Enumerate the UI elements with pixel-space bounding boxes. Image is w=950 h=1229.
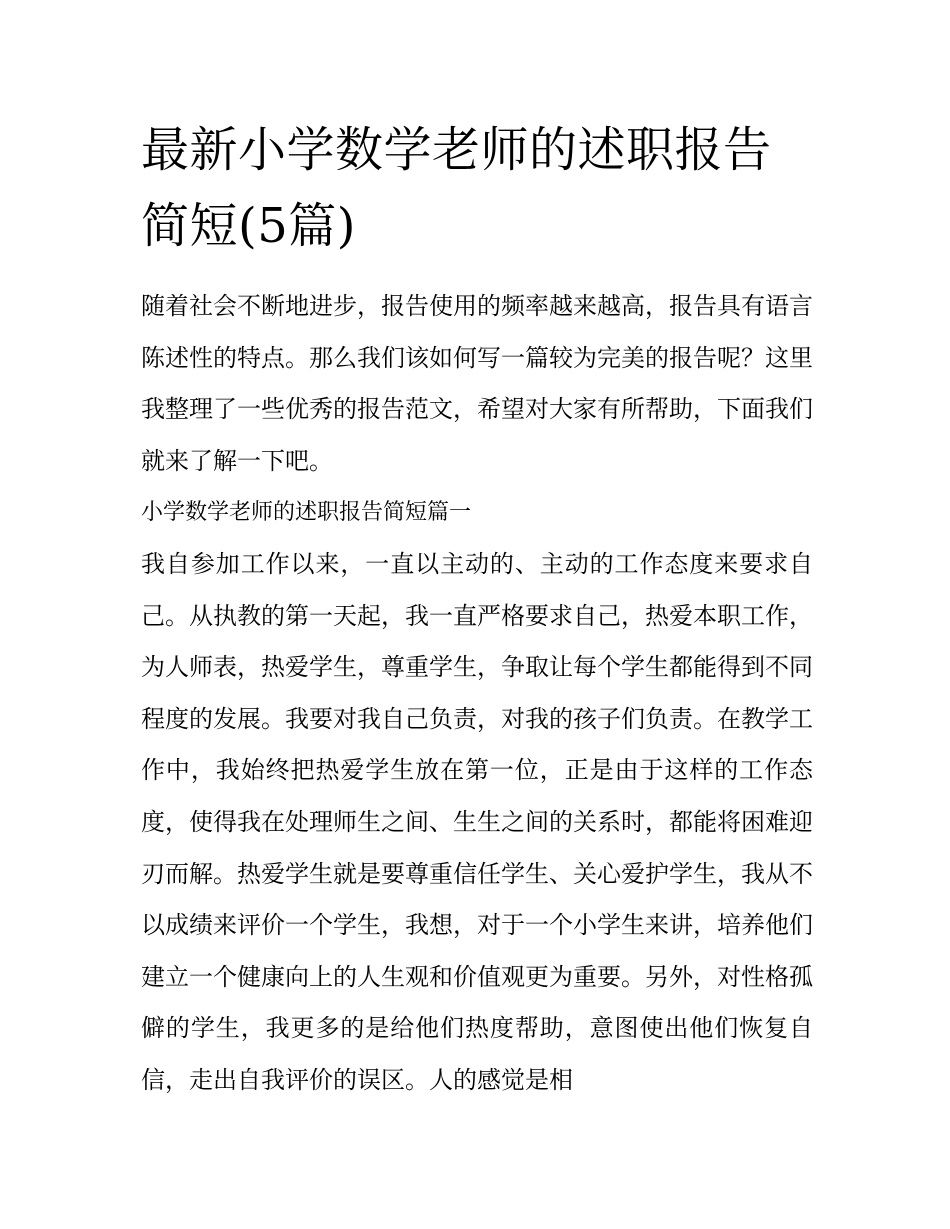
document-content	[141, 112, 813, 1107]
body-paragraph: 我自参加工作以来，一直以主动的、主动的工作态度来要求自己。从执教的第一天起，我一直严格要求自己，热爱本职工作，为人师表，热爱学生，尊重学生，争取让每个学生都能得到不同程度的发展。我要对我自己负责，对我的孩子们负责。在教学工作中，我始终把热爱学生放在第一位，正是由于这样的工作态度，使得我在处理师生之间、生生之间的关系时，都能将困难迎刃而解。热爱学生就是要尊重信任学生、关心爱护学生，我从不以成绩来评价一个学生，我想，对于一个小学生来讲，培养他们建立一个健康向上的人生观和价值观更为重要。另外，对性格孤僻的学生，我更多的是给他们热度帮助，意图使出他们恢复自信，走出自我评价的误区。人的感觉是相	[141, 549, 813, 1094]
intro-paragraph: 随着社会不断地进步，报告使用的频率越来越高，报告具有语言陈述性的特点。那么我们该如何写一篇较为完美的报告呢？这里我整理了一些优秀的报告范文，希望对大家有所帮助，下面我们就来了解一下吧。	[141, 292, 813, 475]
section-heading: 小学数学老师的述职报告简短篇一	[141, 500, 472, 526]
document-title: 最新小学数学老师的述职报告简短(5篇)	[141, 122, 772, 254]
